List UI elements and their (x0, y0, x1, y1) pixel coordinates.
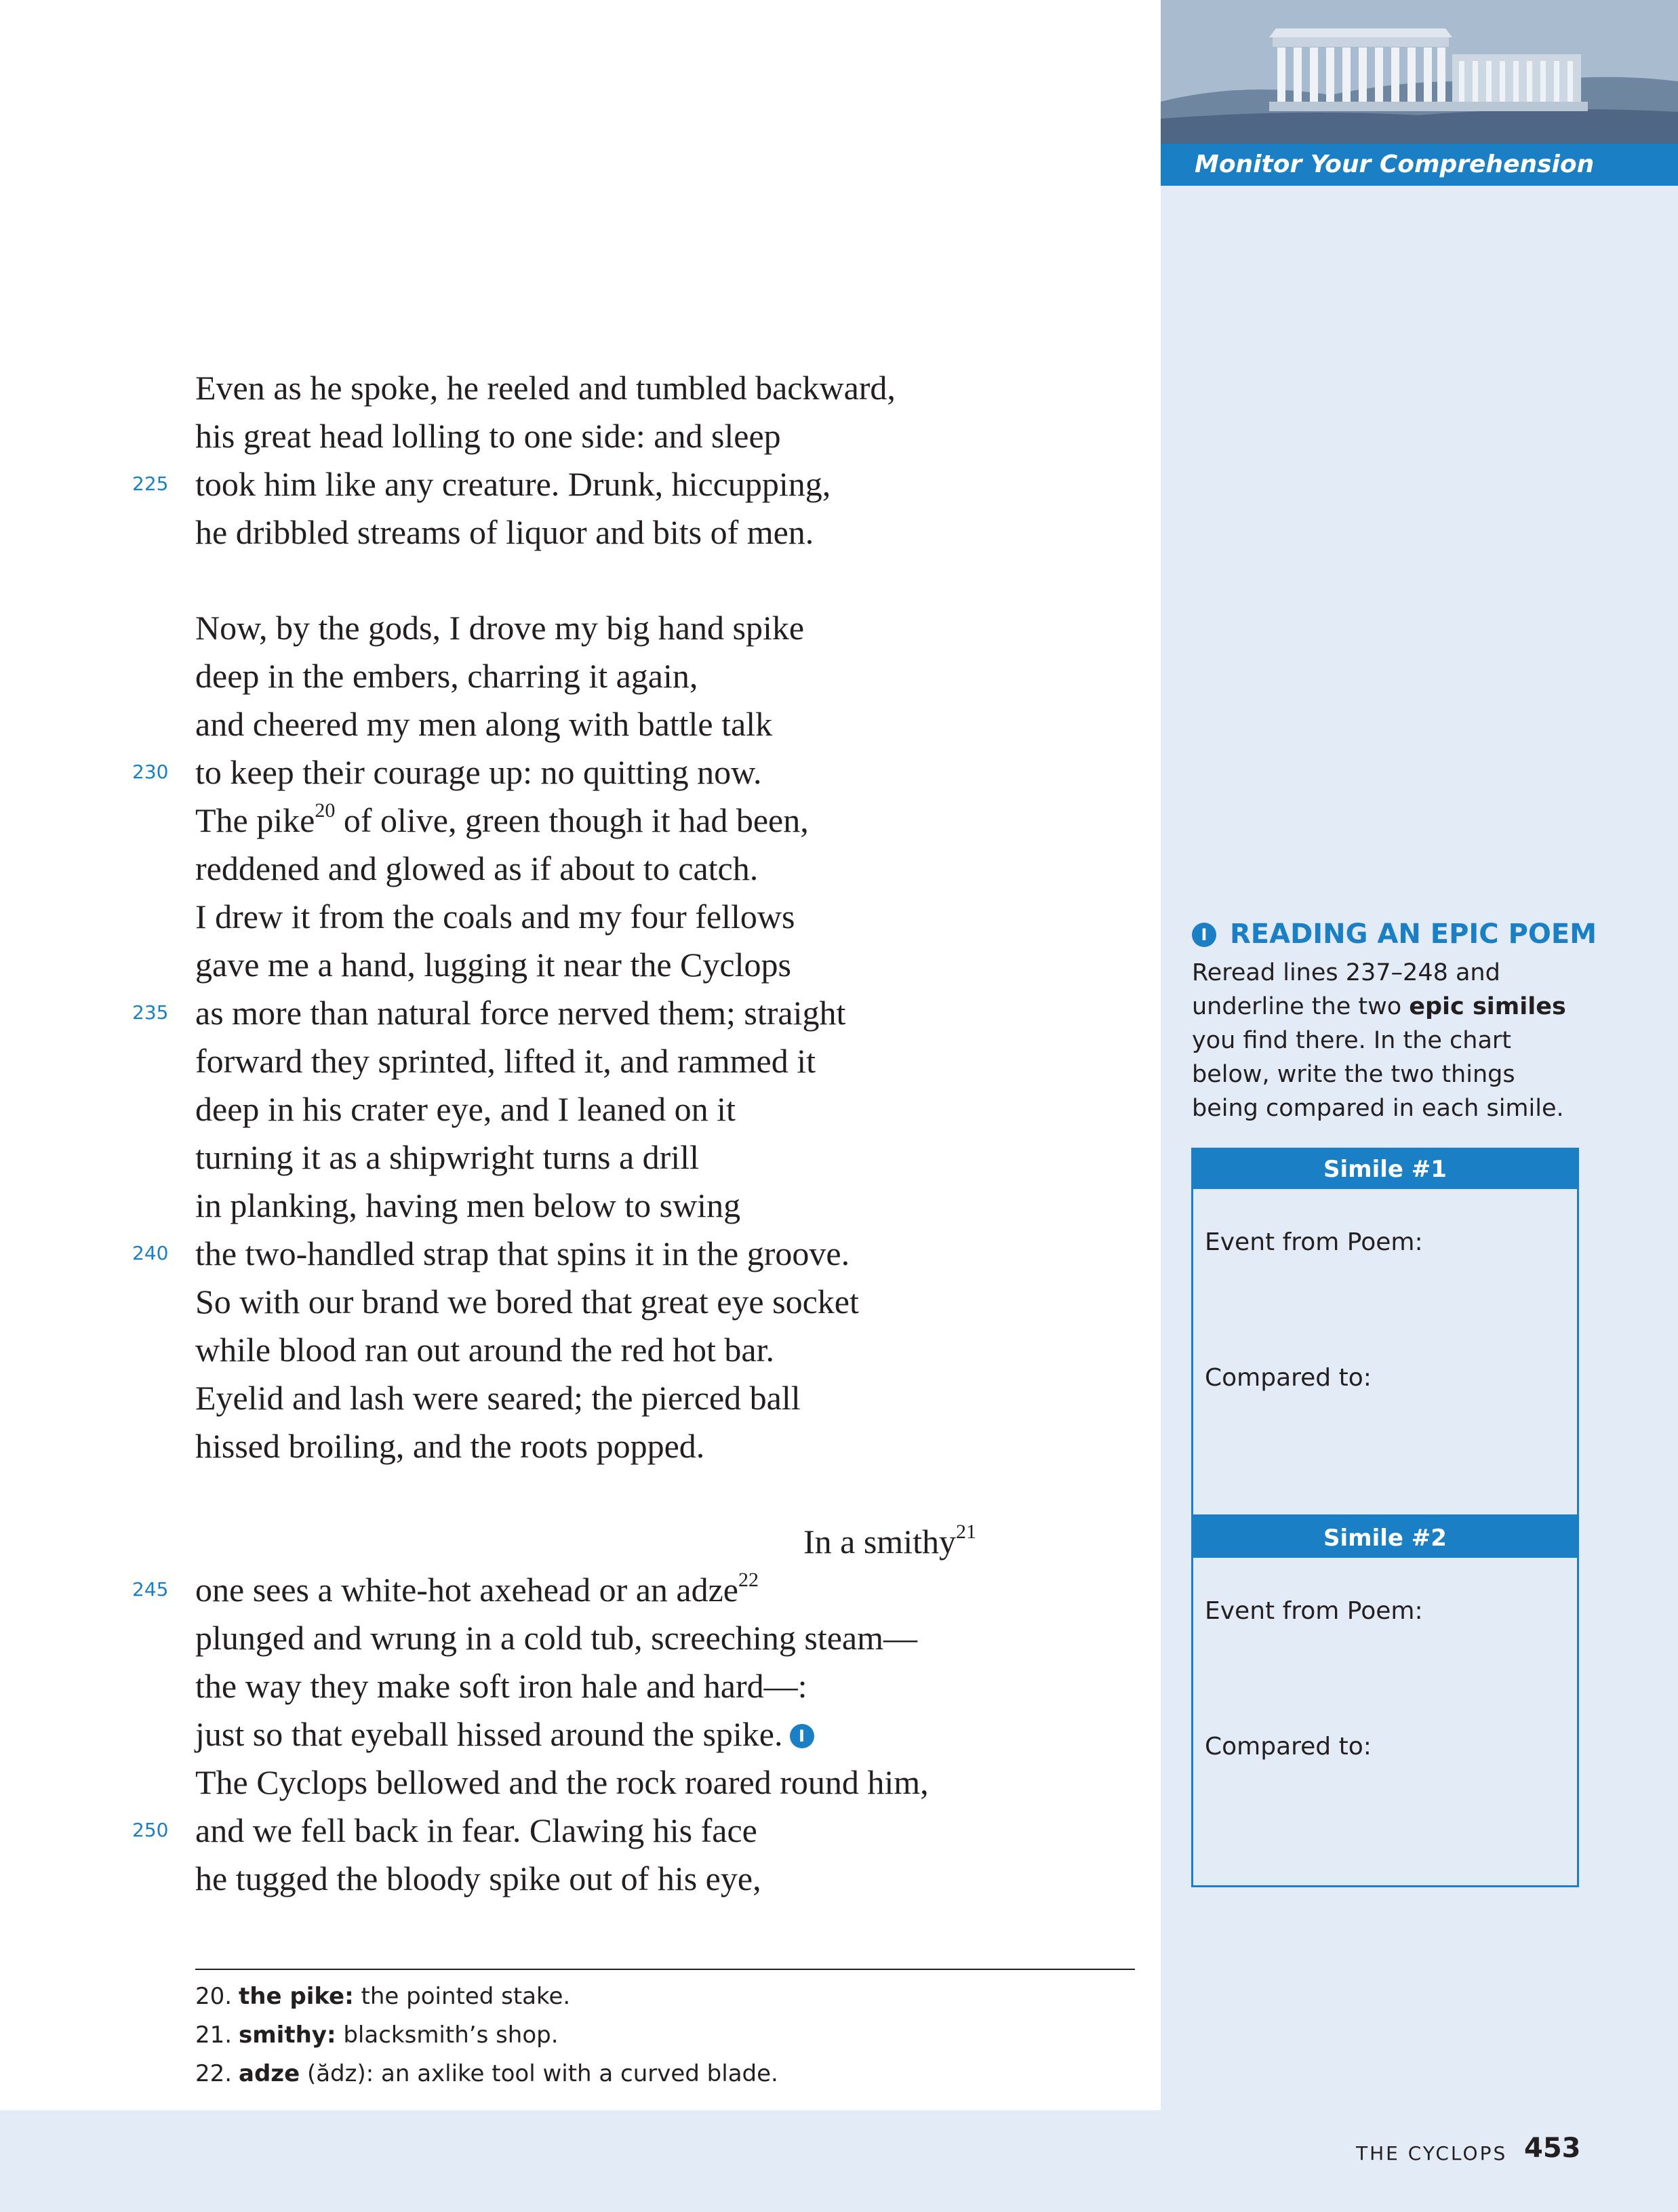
footnote-term: the pike: (239, 1983, 354, 2010)
footnote (195, 2022, 559, 2049)
poem-line: took him like any creature. Drunk, hiccupping, (195, 465, 831, 503)
line-number: 250 (132, 1819, 169, 1841)
poem-line (195, 1714, 814, 1754)
reading-marker-icon: I (1192, 923, 1216, 947)
event-field[interactable]: Event from Poem: (1205, 1228, 1423, 1256)
compared-field[interactable]: Compared to: (1205, 1364, 1372, 1392)
poem-line: Now, by the gods, I drove my big hand spike (195, 609, 805, 647)
footnote-def: blacksmith’s shop. (336, 2022, 559, 2049)
poem-line: So with our brand we bored that great eye socket (195, 1283, 859, 1321)
poem-line: he dribbled streams of liquor and bits of men. (195, 513, 814, 551)
poem-line: I drew it from the coals and my four fellows (195, 898, 795, 936)
chart-header: Simile #2 (1193, 1519, 1577, 1558)
line-number: 225 (132, 472, 169, 495)
footnote (195, 2060, 778, 2087)
poem-line: as more than natural force nerved them; straight (195, 994, 846, 1032)
event-field[interactable]: Event from Poem: (1205, 1597, 1423, 1625)
running-title: THE CYCLOPS (1356, 2142, 1508, 2165)
chart-header: Simile #1 (1193, 1150, 1577, 1189)
prompt-emphasis: epic similes (1409, 993, 1566, 1020)
line-number: 240 (132, 1242, 169, 1264)
poem-line: and cheered my men along with battle talk (195, 705, 773, 743)
footnote-def: : an axlike tool with a curved blade. (365, 2060, 778, 2087)
poem-line: Eyelid and lash were seared; the pierced ball (195, 1379, 801, 1417)
poem-line: while blood ran out around the red hot bar. (195, 1331, 774, 1369)
simile-chart-2 (1191, 1516, 1579, 1887)
poem-line-part: of olive, green though it had been, (343, 801, 809, 839)
footnote-ref: 22 (738, 1569, 759, 1592)
sidebar-heading (1192, 919, 1597, 950)
poem-line-part: The pike (195, 801, 315, 839)
poem-line: the way they make soft iron hale and hard—: (195, 1667, 807, 1705)
banner-title-bar (1161, 144, 1678, 186)
footnote (195, 1983, 570, 2010)
footnote-term: adze (239, 2060, 300, 2087)
poem-line (195, 800, 809, 841)
poem-line-part: one sees a white-hot axehead or an adze (195, 1571, 739, 1609)
sidebar-prompt (1192, 956, 1585, 1125)
poem-line (195, 1569, 759, 1610)
page-number: 453 (1524, 2133, 1581, 2164)
simile-chart-1 (1191, 1148, 1579, 1516)
footnote-pron: (ădz) (300, 2060, 366, 2087)
line-number: 245 (132, 1578, 169, 1601)
poem-line: deep in his crater eye, and I leaned on it (195, 1090, 736, 1128)
line-number: 230 (132, 761, 169, 783)
prompt-text: you find there. In the chart below, write the two things being compared in each simile. (1192, 1027, 1564, 1122)
sidebar-heading-text: READING AN EPIC POEM (1230, 919, 1597, 950)
poem-line: Even as he spoke, he reeled and tumbled backward, (195, 369, 896, 407)
poem-line: and we fell back in fear. Clawing his face (195, 1811, 757, 1849)
poem-line: he tugged the bloody spike out of his eye, (195, 1859, 761, 1897)
poem-line: hissed broiling, and the roots popped. (195, 1427, 705, 1465)
poem-line: plunged and wrung in a cold tub, screeching steam— (195, 1619, 917, 1657)
poem-line: deep in the embers, charring it again, (195, 657, 698, 695)
poem-line: reddened and glowed as if about to catch. (195, 849, 759, 887)
poem-line: The Cyclops bellowed and the rock roared round him, (195, 1763, 929, 1801)
poem-line: to keep their courage up: no quitting now. (195, 753, 762, 791)
poem-line: turning it as a shipwright turns a drill (195, 1138, 699, 1176)
poem-line-part: just so that eyeball hissed around the spike. (195, 1715, 783, 1753)
compared-field[interactable]: Compared to: (1205, 1733, 1372, 1761)
footnote-ref: 20 (315, 799, 336, 822)
banner-title: Monitor Your Comprehension (1195, 150, 1595, 178)
poem-line: his great head lolling to one side: and sleep (195, 417, 781, 455)
poem-line-part: In a smithy (803, 1523, 956, 1561)
footnote-number: 22. (195, 2060, 233, 2087)
parthenon-photo (1161, 0, 1678, 144)
footnote-def: the pointed stake. (353, 1983, 571, 2010)
poem-line: the two-handled strap that spins it in the groove. (195, 1234, 850, 1272)
footnote-number: 20. (195, 1983, 233, 2010)
footnote-term: smithy: (239, 2022, 336, 2049)
footnote-ref: 21 (955, 1521, 976, 1544)
reading-marker-icon: I (790, 1724, 814, 1748)
poem-line (803, 1521, 976, 1562)
poem-line: in planking, having men below to swing (195, 1186, 741, 1224)
footnote-divider (195, 1969, 1135, 1970)
footnote-number: 21. (195, 2022, 233, 2049)
poem-line: gave me a hand, lugging it near the Cyclops (195, 946, 791, 984)
poem-line: forward they sprinted, lifted it, and rammed it (195, 1042, 816, 1080)
prompt-text: Reread lines 237–248 and underline the two (1192, 959, 1500, 1020)
line-number: 235 (132, 1001, 169, 1024)
